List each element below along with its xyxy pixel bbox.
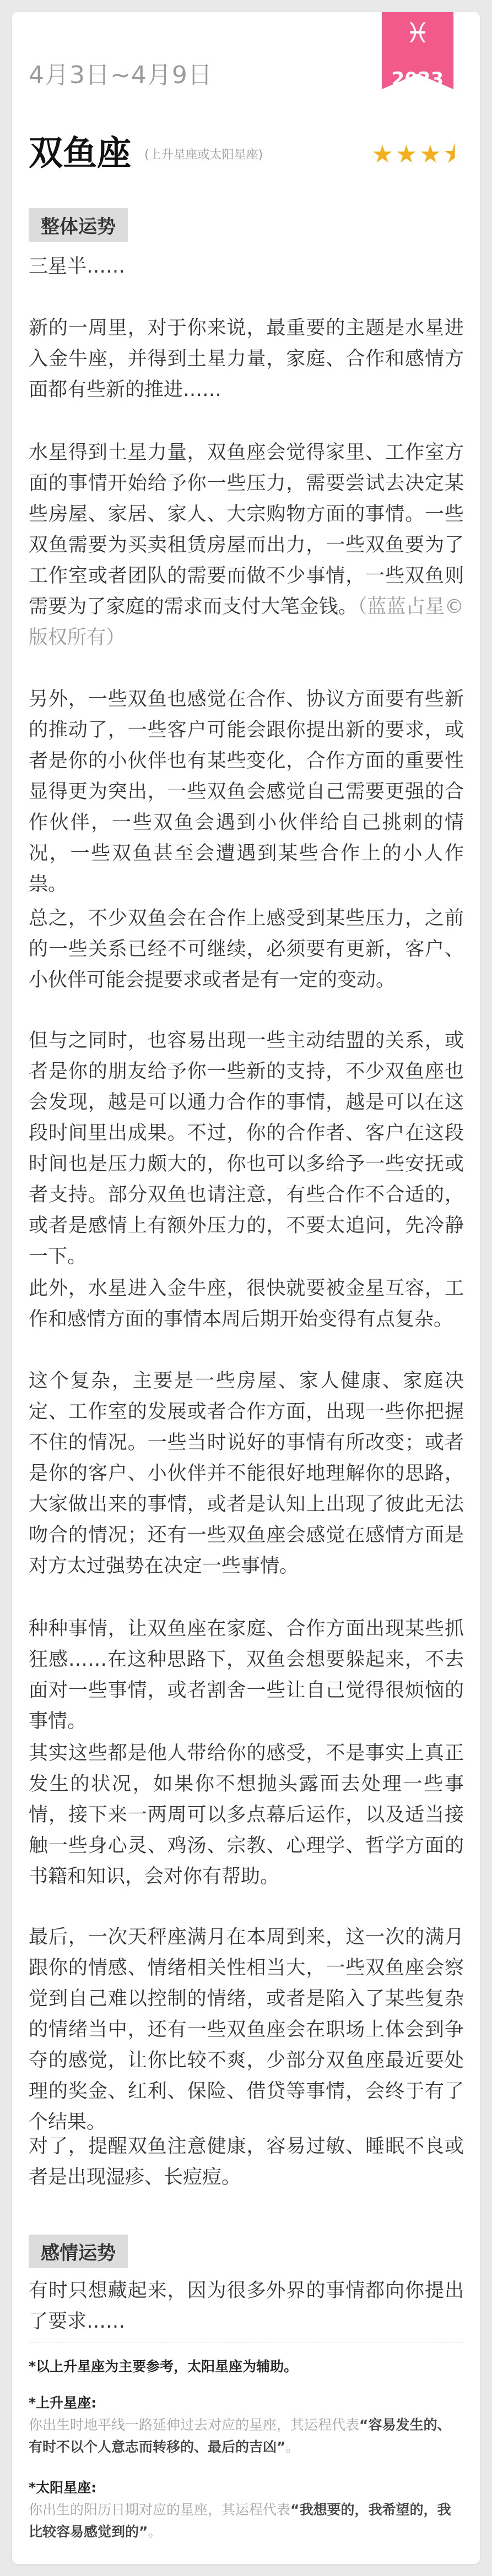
rising-quote: “容易发生的、有时不以个人意志而转移的、最后的吉凶”: [29, 2417, 451, 2455]
footnote-rising: [29, 2392, 464, 2458]
title-row: [29, 126, 464, 173]
footnote-sun: [29, 2477, 464, 2543]
paragraph: 最后，一次天秤座满月在本周到来，这一次的满月跟你的情感、情绪相关性相当大，一些双鱼座会察觉到自己难以控制的情绪，或者是陷入了某些复杂的情绪当中，还有一些双鱼座会在职场上体会到争夺的感觉，让你比较不爽，少部分双鱼座最近要处理的奖金、红利、保险、借贷等事情，会终于有了个结果。: [29, 1926, 464, 2133]
paragraph-text: 水星得到土星力量，双鱼座会觉得家里、工作室方面的事情开始给予你一些压力，需要尝试去决定某些房屋、家居、家人、大宗购物方面的事情。一些双鱼需要为买卖租赁房屋而出力，一些双鱼要为了工作室或者团队的需要而做不少事情，一些双鱼则需要为了家庭的需求而支付大笔金钱。: [29, 442, 464, 618]
footnote-intro-text: *以上升星座为主要参考，太阳星座为辅助。: [29, 2358, 298, 2374]
paragraph: 另外，一些双鱼也感觉在合作、协议方面要有些新的推动了，一些客户可能会跟你提出新的要求，或者是你的小伙伴也有某些变化，合作方面的重要性显得更为突出，一些双鱼会感觉自己需要更强的合作伙伴，一些双鱼会遇到小伙伴给自己挑刺的情况，一些双鱼甚至会遭遇到某些合作上的小人作祟。: [29, 688, 464, 895]
paragraph: [29, 437, 464, 653]
love-fortune-label: 感情运势: [29, 2235, 128, 2268]
rising-end: 。: [285, 2439, 300, 2455]
paragraph: 对了，提醒双鱼注意健康，容易过敏、睡眠不良或者是出现湿疹、长痘痘。: [29, 2135, 464, 2188]
paragraph: 新的一周里，对于你来说，最重要的主题是水星进入金牛座，并得到土星力量，家庭、合作和感情方面都有些新的推进……: [29, 317, 464, 401]
rising-label: *上升星座:: [29, 2395, 97, 2411]
copyright-note: （蓝蓝占星©版权所有）: [29, 596, 464, 649]
year-badge: [382, 12, 453, 89]
badge-year: 2023: [391, 68, 444, 90]
date-range: 4月3日~4月9日: [29, 61, 213, 89]
sun-quote: “我想要的，我希望的，我比较容易感觉到的”: [29, 2502, 451, 2540]
pisces-icon: ♓: [405, 17, 430, 49]
paragraph: 有时只想藏起来，因为很多外界的事情都向你提出了要求……: [29, 2280, 464, 2333]
overall-fortune-label: 整体运势: [29, 208, 128, 242]
paragraph: 此外，水星进入金牛座，很快就要被金星互容，工作和感情方面的事情本周后期开始变得有点复杂。: [29, 1278, 464, 1330]
paragraph: 总之，不少双鱼会在合作上感受到某些压力，之前的一些关系已经不可继续，必须要有更新，客户、小伙伴可能会提要求或者是有一定的变动。: [29, 907, 464, 991]
sign-name: 双鱼座: [29, 133, 132, 173]
footnote-intro: [29, 2356, 464, 2378]
horoscope-card: [12, 12, 480, 2564]
rising-text: 你出生时地平线一路延伸过去对应的星座，其运程代表: [29, 2417, 360, 2433]
paragraph: 但与之同时，也容易出现一些主动结盟的关系，或者是你的朋友给予你一些新的支持，不少双鱼座也会发现，越是可以通力合作的事情，越是可以在这段时间里出成果。不过，你的合作者、客户在这段时间也是压力颇大的，你也可以多给予一些安抚或者支持。部分双鱼也请注意，有些合作不合适的，或者是感情上有额外压力的，不要太追问，先冷静一下。: [29, 1030, 464, 1268]
paragraph: 种种事情，让双鱼座在家庭、合作方面出现某些抓狂感……在这种思路下，双鱼会想要躲起来，不去面对一些事情，或者割舍一些让自己觉得很烦恼的事情。: [29, 1618, 464, 1732]
paragraph: 这个复杂，主要是一些房屋、家人健康、家庭决定、工作室的发展或者合作方面，出现一些你把握不住的情况。一些当时说好的事情有所改变；或者是你的客户、小伙伴并不能很好地理解你的思路，大家做出来的事情，或者是认知上出现了彼此无法吻合的情况；还有一些双鱼座会感觉在感情方面是对方太过强势在决定一些事情。: [29, 1370, 464, 1577]
sign-subtitle: (上升星座或太阳星座): [144, 148, 263, 162]
sun-label: *太阳星座:: [29, 2480, 97, 2496]
paragraph: 三星半……: [29, 256, 126, 278]
sun-end: 。: [148, 2524, 162, 2540]
paragraph: 其实这些都是他人带给你的感受，不是事实上真正发生的状况，如果你不想抛头露面去处理一些事情，接下来一两周可以多点幕后运作，以及适当接触一些身心灵、鸡汤、宗教、心理学、哲学方面的书籍和知识，会对你有帮助。: [29, 1742, 464, 1888]
star-rating: ★★★⯨: [371, 140, 458, 169]
sun-text: 你出生的阳历日期对应的星座，其运程代表: [29, 2502, 291, 2518]
